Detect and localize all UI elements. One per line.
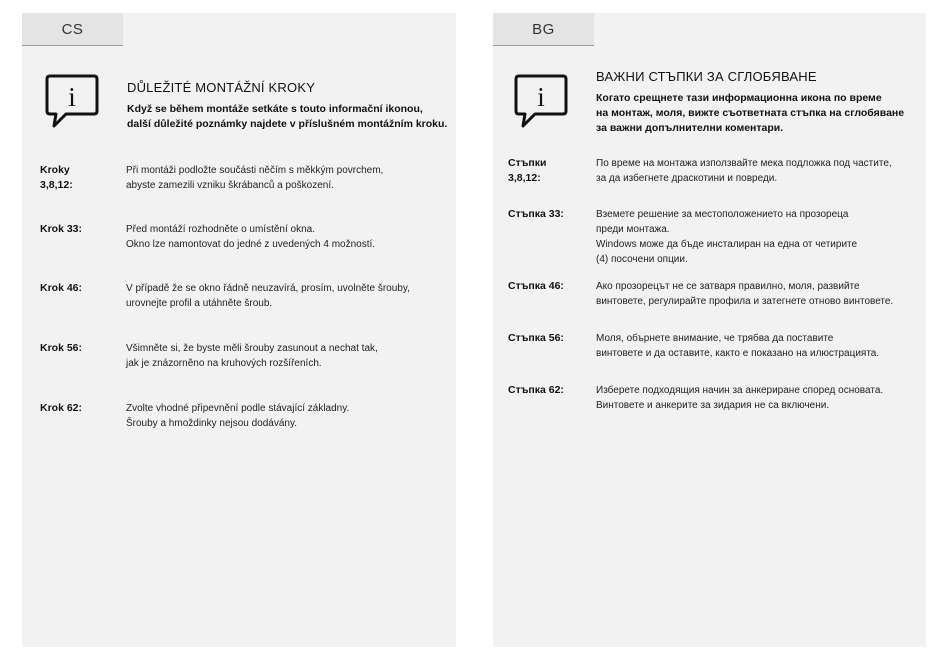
step-label: Стъпка 33: (508, 208, 564, 220)
step-text: V případě že se okno řádně neuzavírá, prosím, uvolněte šrouby, urovnejte profil a utáhněte šroub. (126, 283, 410, 309)
cs-panel (22, 13, 456, 647)
step-label: Стъпки 3,8,12: (508, 157, 547, 184)
step-text: Моля, обърнете внимание, че трябва да поставите винтовете и да оставите, както е показано на илюстрацията. (596, 333, 880, 359)
page-title: ВАЖНИ СТЪПКИ ЗА СГЛОБЯВАНЕ (596, 69, 817, 84)
step-label: Стъпка 46: (508, 280, 564, 292)
intro-text: Когато срещнете тази информационна икона по време на монтаж, моля, вижте съответната стъпка на сглобяване за важни допълнителни коментари. (596, 92, 905, 134)
intro-text: Když se během montáže setkáte s touto informační ikonou, další důležité poznámky najdete v příslušném montážním kroku. (127, 103, 448, 130)
cs-language-tab[interactable]: CS (22, 13, 123, 46)
bg-panel (493, 13, 926, 647)
step-text: Všimněte si, že byste měli šrouby zasunout a nechat tak, jak je znázorněno na kruhových rozšířeních. (126, 343, 378, 369)
step-label: Krok 46: (40, 282, 83, 294)
step-text: Před montáží rozhodněte o umístění okna. Okno lze namontovat do jedné z uvedených 4 možností. (126, 224, 376, 250)
step-text: Při montáži podložte součásti něčím s měkkým povrchem, abyste zamezili vzniku škrábanců a poškození. (126, 165, 384, 191)
step-text: Вземете решение за местоположението на прозореца преди монтажа. Windows може да бъде инсталиран на една от четирите (4) посочени опции. (596, 209, 858, 265)
step-label: Стъпка 56: (508, 332, 564, 344)
info-icon (513, 73, 569, 131)
step-label: Kroky 3,8,12: (40, 164, 73, 191)
bg-language-tab[interactable]: BG (493, 13, 594, 46)
step-text: Zvolte vhodné připevnění podle stávající základny. Šrouby a hmoždinky nejsou dodávány. (126, 403, 350, 429)
page-title: DŮLEŽITÉ MONTÁŽNÍ KROKY (127, 80, 316, 95)
step-label: Krok 33: (40, 223, 83, 235)
svg-text:i: i (537, 82, 545, 112)
svg-text:i: i (68, 82, 76, 112)
step-text: По време на монтажа използвайте мека подложка под частите, за да избегнете драскотини и повреди. (596, 158, 892, 184)
step-text: Ако прозорецът не се затваря правилно, моля, развийте винтовете, регулирайте профила и затегнете отново винтовете. (596, 281, 894, 307)
step-text: Изберете подходящия начин за анкериране според основата. Винтовете и анкерите за зидария не са включени. (596, 385, 884, 411)
step-label: Стъпка 62: (508, 384, 564, 396)
step-label: Krok 56: (40, 342, 83, 354)
step-label: Krok 62: (40, 402, 83, 414)
info-icon (44, 73, 100, 131)
